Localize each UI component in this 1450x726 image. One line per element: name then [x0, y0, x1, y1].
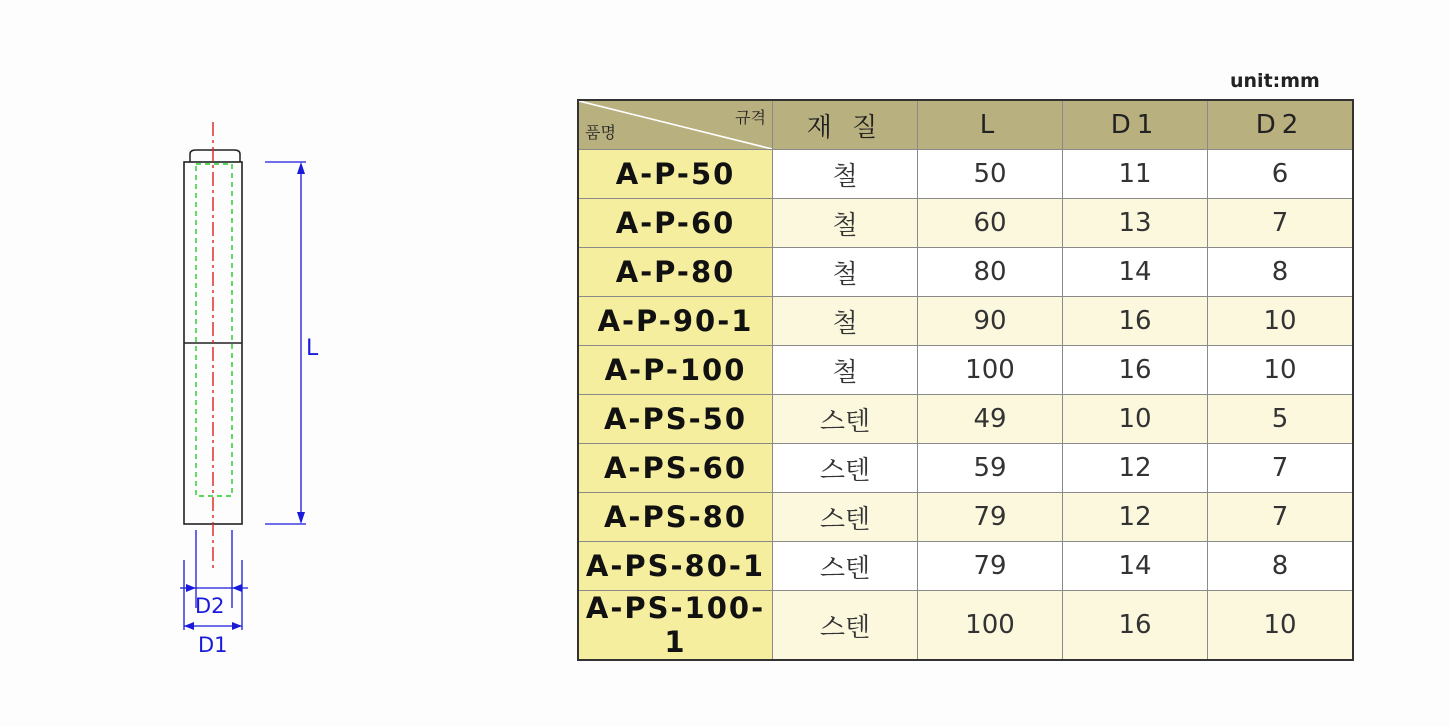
table-row: [578, 542, 1353, 591]
product-name: A-PS-50: [578, 395, 773, 444]
L-cell: 80: [918, 248, 1063, 297]
header-spec-label: 규격: [735, 108, 766, 127]
table-row: [578, 444, 1353, 493]
L-cell: 79: [918, 493, 1063, 542]
table-row: [578, 199, 1353, 248]
table-row: [578, 493, 1353, 542]
header-product-label: 품명: [585, 123, 616, 142]
L-cell: 79: [918, 542, 1063, 591]
dim-D1-arrow-right: [232, 622, 242, 630]
L-cell: 60: [918, 199, 1063, 248]
table-row: [578, 297, 1353, 346]
dim-label-L: L: [306, 336, 319, 361]
material-cell: 스텐: [773, 493, 918, 542]
D2-cell: 5: [1208, 395, 1354, 444]
L-cell: 50: [918, 150, 1063, 199]
material-cell: 스텐: [773, 395, 918, 444]
table-row: [578, 248, 1353, 297]
header-material: 재 질: [773, 100, 918, 150]
L-cell: 90: [918, 297, 1063, 346]
D2-cell: 10: [1208, 591, 1354, 661]
unit-label: unit:mm: [1230, 70, 1320, 92]
D2-cell: 8: [1208, 542, 1354, 591]
D2-cell: 10: [1208, 346, 1354, 395]
product-name: A-P-100: [578, 346, 773, 395]
table-row: [578, 395, 1353, 444]
table-row: [578, 346, 1353, 395]
header-D2: D2: [1208, 100, 1354, 150]
material-cell: 철: [773, 248, 918, 297]
D1-cell: 13: [1063, 199, 1208, 248]
L-cell: 59: [918, 444, 1063, 493]
pin-technical-drawing: [150, 110, 350, 670]
D2-cell: 7: [1208, 199, 1354, 248]
product-name: A-P-60: [578, 199, 773, 248]
pin-drawing-svg: [150, 110, 350, 670]
D1-cell: 12: [1063, 493, 1208, 542]
hidden-bore: [196, 164, 232, 496]
material-cell: 스텐: [773, 542, 918, 591]
product-name: A-P-80: [578, 248, 773, 297]
dim-D1-arrow-left: [184, 622, 194, 630]
product-name: A-PS-100-1: [578, 591, 773, 661]
dim-L-arrow-top: [297, 162, 305, 174]
D1-cell: 10: [1063, 395, 1208, 444]
D1-cell: 11: [1063, 150, 1208, 199]
dim-D2-arrow-left: [186, 584, 196, 592]
product-name: A-PS-80-1: [578, 542, 773, 591]
table-row: [578, 591, 1353, 661]
product-name: A-P-90-1: [578, 297, 773, 346]
D2-cell: 8: [1208, 248, 1354, 297]
pin-head: [190, 150, 240, 162]
product-name: A-PS-60: [578, 444, 773, 493]
corner-header: [578, 100, 773, 150]
spec-table: [577, 99, 1354, 661]
table-row: [578, 150, 1353, 199]
material-cell: 스텐: [773, 591, 918, 661]
material-cell: 철: [773, 150, 918, 199]
material-cell: 철: [773, 346, 918, 395]
L-cell: 100: [918, 591, 1063, 661]
material-cell: 스텐: [773, 444, 918, 493]
D2-cell: 7: [1208, 493, 1354, 542]
dim-L-arrow-bottom: [297, 512, 305, 524]
L-cell: 100: [918, 346, 1063, 395]
material-cell: 철: [773, 297, 918, 346]
header-row: [578, 100, 1353, 150]
D1-cell: 16: [1063, 591, 1208, 661]
D1-cell: 14: [1063, 248, 1208, 297]
D1-cell: 14: [1063, 542, 1208, 591]
D2-cell: 6: [1208, 150, 1354, 199]
header-D1: D1: [1063, 100, 1208, 150]
dim-label-D2: D2: [195, 594, 225, 618]
L-cell: 49: [918, 395, 1063, 444]
material-cell: 철: [773, 199, 918, 248]
D2-cell: 10: [1208, 297, 1354, 346]
dim-label-D1: D1: [198, 633, 228, 657]
D1-cell: 16: [1063, 297, 1208, 346]
D2-cell: 7: [1208, 444, 1354, 493]
D1-cell: 12: [1063, 444, 1208, 493]
product-name: A-P-50: [578, 150, 773, 199]
product-name: A-PS-80: [578, 493, 773, 542]
table-body: [578, 150, 1353, 661]
header-L: L: [918, 100, 1063, 150]
dim-D2-arrow-right: [232, 584, 242, 592]
D1-cell: 16: [1063, 346, 1208, 395]
